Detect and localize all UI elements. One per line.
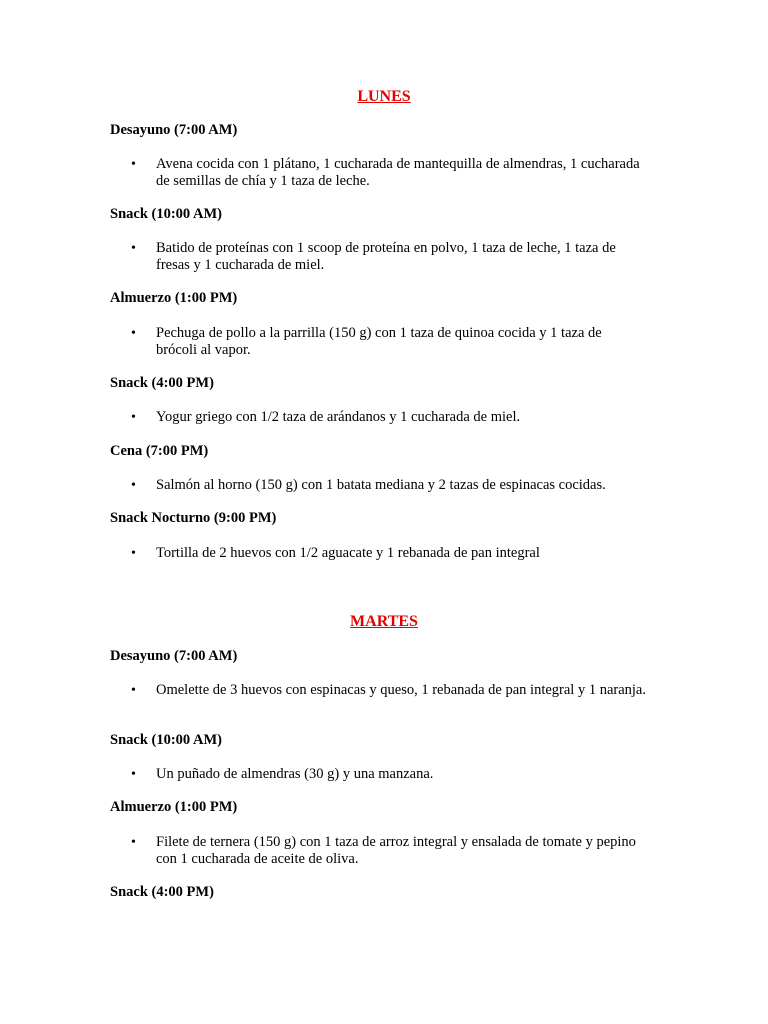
meal-item: Tortilla de 2 huevos con 1/2 aguacate y 1 rebanada de pan integral: [156, 545, 540, 561]
bullet-icon: •: [131, 683, 136, 698]
meal-item: Un puñado de almendras (30 g) y una manzana.: [156, 766, 434, 782]
bullet-icon: •: [131, 326, 136, 341]
meal-item: Filete de ternera (150 g) con 1 taza de arroz integral y ensalada de tomate y pepino con 1 cucharada de aceite de oliva.: [156, 834, 636, 867]
day-title-lunes: LUNES: [357, 88, 411, 105]
meal-item: Pechuga de pollo a la parrilla (150 g) con 1 taza de quinoa cocida y 1 taza de brócoli al vapor.: [156, 325, 602, 358]
meal-item: Batido de proteínas con 1 scoop de proteína en polvo, 1 taza de leche, 1 taza de fresas y 1 cucharada de miel.: [156, 240, 616, 273]
bullet-icon: •: [131, 241, 136, 256]
meal-item: Avena cocida con 1 plátano, 1 cucharada de mantequilla de almendras, 1 cucharada de semillas de chía y 1 taza de leche.: [156, 156, 640, 189]
day-title-martes: MARTES: [350, 613, 418, 630]
meal-heading: Cena (7:00 PM): [110, 443, 209, 459]
meal-heading: Desayuno (7:00 AM): [110, 648, 238, 664]
bullet-icon: •: [131, 767, 136, 782]
bullet-icon: •: [131, 835, 136, 850]
bullet-icon: •: [131, 478, 136, 493]
bullet-icon: •: [131, 546, 136, 561]
bullet-icon: •: [131, 157, 136, 172]
meal-item: Omelette de 3 huevos con espinacas y queso, 1 rebanada de pan integral y 1 naranja.: [156, 682, 646, 698]
meal-heading: Snack (4:00 PM): [110, 375, 214, 391]
meal-heading: Almuerzo (1:00 PM): [110, 290, 238, 306]
meal-item: Yogur griego con 1/2 taza de arándanos y 1 cucharada de miel.: [156, 409, 521, 425]
meal-heading: Snack (10:00 AM): [110, 732, 222, 748]
meal-item: Salmón al horno (150 g) con 1 batata mediana y 2 tazas de espinacas cocidas.: [156, 477, 606, 493]
meal-heading: Snack (4:00 PM): [110, 884, 214, 900]
meal-heading: Snack Nocturno (9:00 PM): [110, 510, 277, 526]
meal-heading: Almuerzo (1:00 PM): [110, 799, 238, 815]
meal-heading: Desayuno (7:00 AM): [110, 122, 238, 138]
bullet-icon: •: [131, 410, 136, 425]
meal-heading: Snack (10:00 AM): [110, 206, 222, 222]
